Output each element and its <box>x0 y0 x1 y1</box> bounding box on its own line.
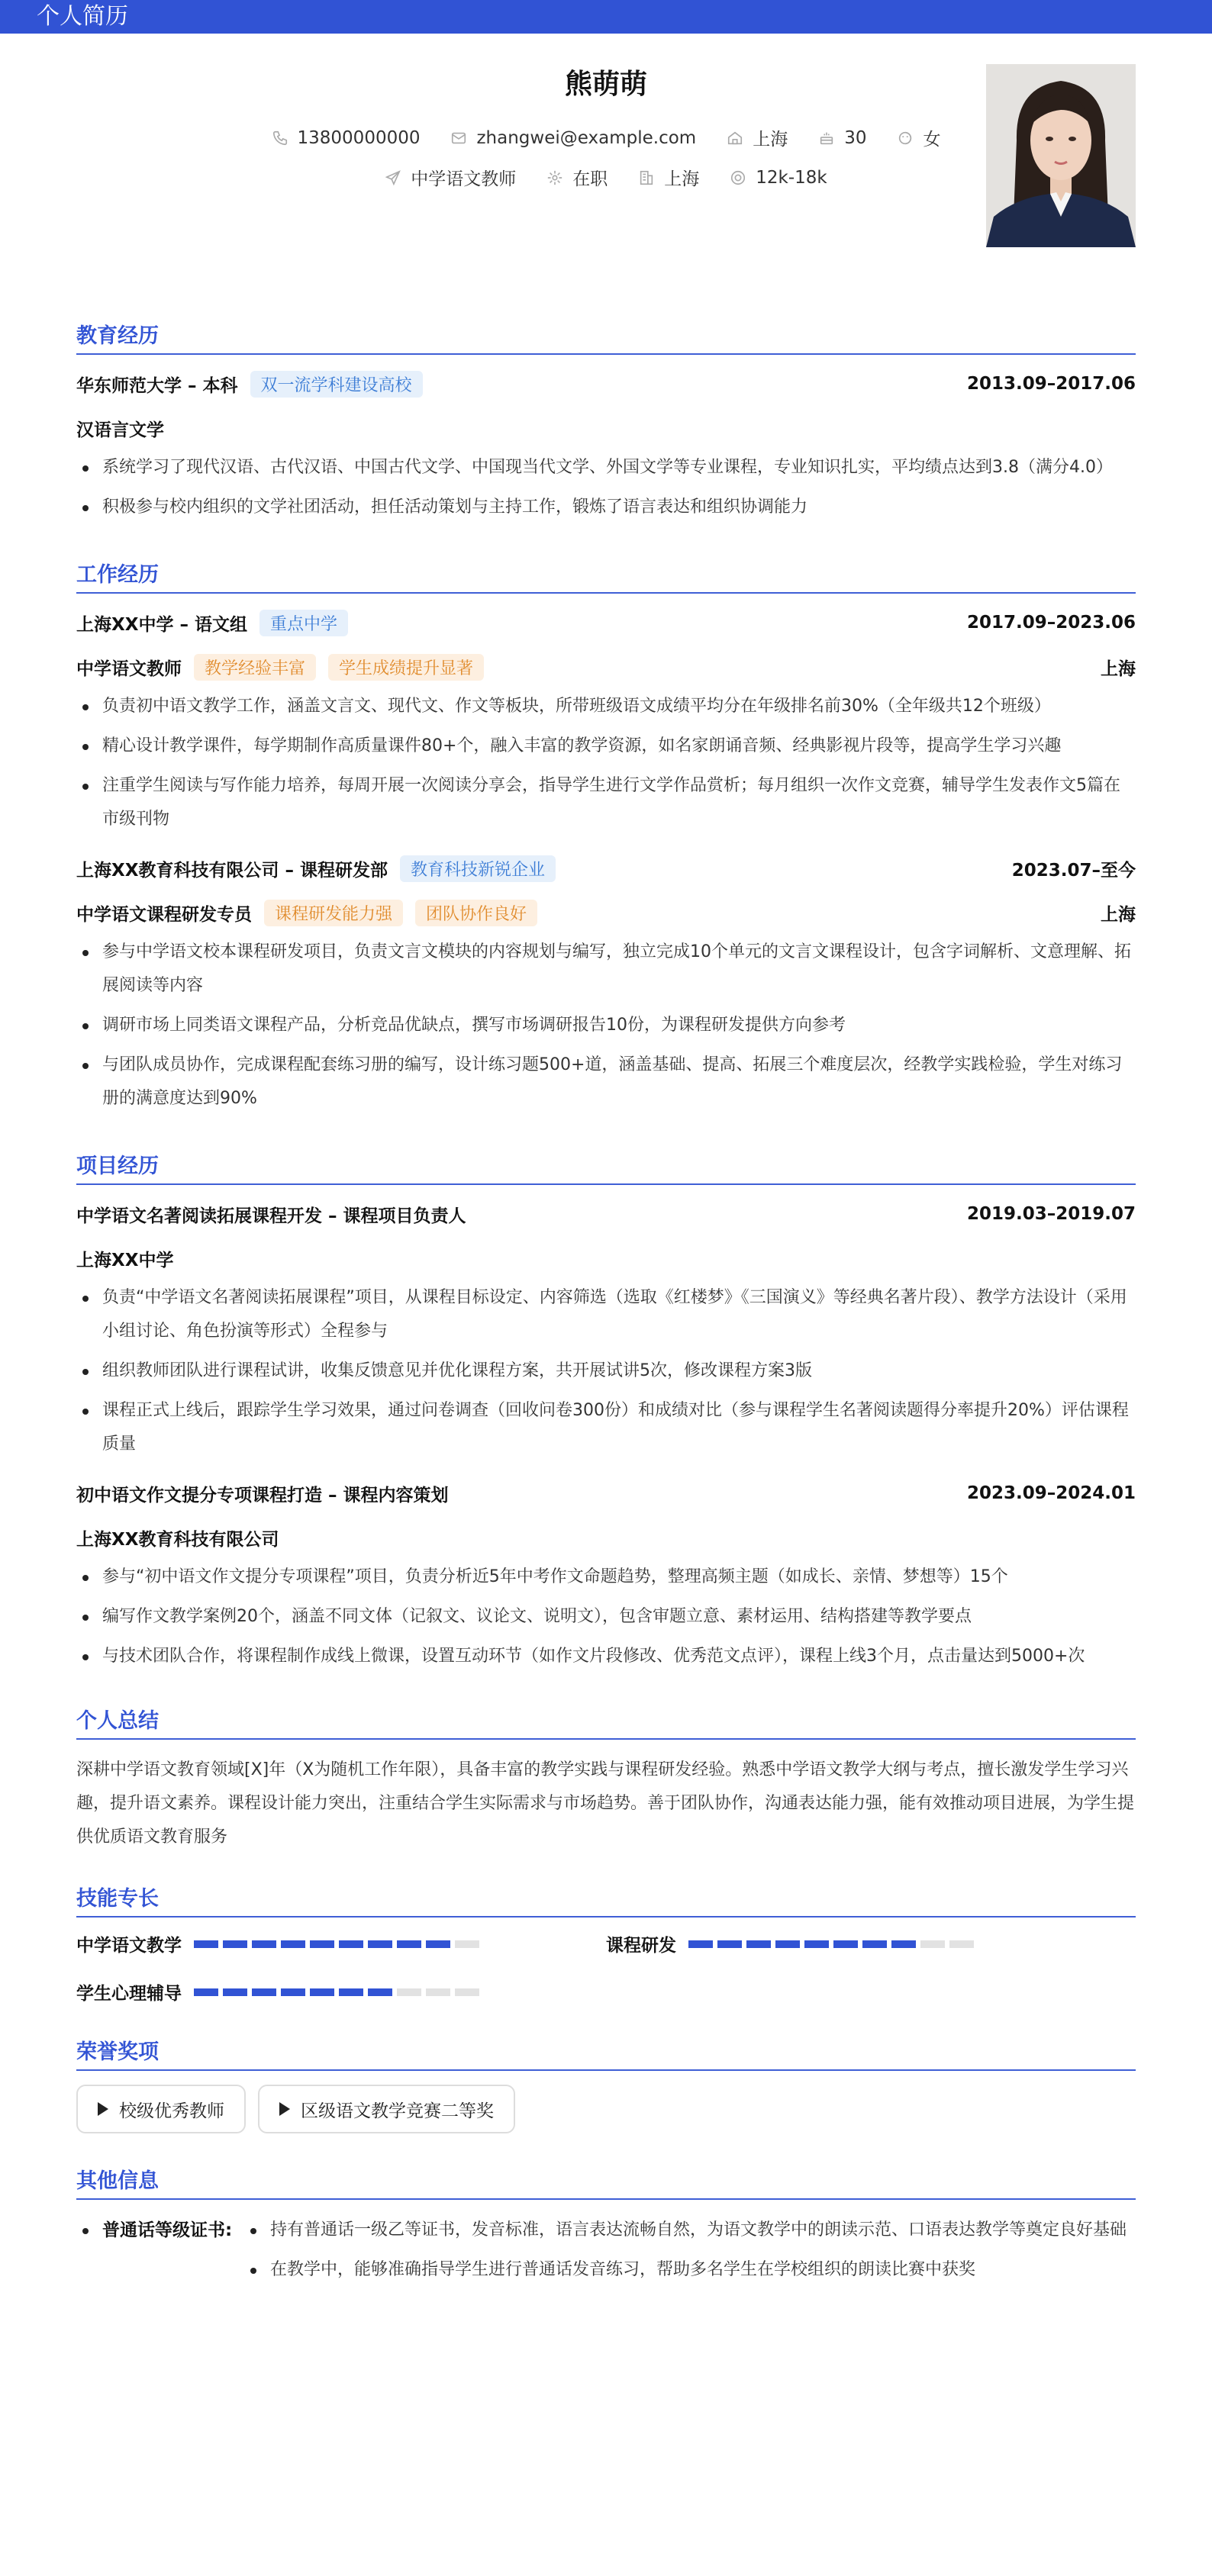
other-bullets <box>244 2214 1136 2293</box>
honor-badge <box>76 2085 246 2133</box>
status-item <box>546 165 608 190</box>
phone-item <box>272 125 421 150</box>
skill-segment-filled <box>281 1940 305 1948</box>
email-text: zhangwei@example.com <box>476 127 697 148</box>
skill-segment-filled <box>862 1940 887 1948</box>
skill-segment-empty <box>397 1988 421 1996</box>
honors-title: 荣誉奖项 <box>76 2035 1136 2071</box>
project-name: 初中语文作文提分专项课程打造 – 课程内容策划 <box>76 1485 449 1505</box>
phone-icon <box>272 130 288 147</box>
major-row <box>76 413 1136 443</box>
summary-section <box>76 1704 1136 1854</box>
gender-item <box>897 125 940 150</box>
education-entry-head <box>76 369 1136 399</box>
play-icon <box>279 2102 290 2116</box>
candidate-name: 熊萌萌 <box>564 69 647 100</box>
projects-section <box>76 1149 1136 1673</box>
honors-section <box>76 2035 1136 2133</box>
role-tag: 团队协作良好 <box>415 900 537 926</box>
location-item <box>727 125 788 150</box>
target-city-item <box>638 165 699 190</box>
send-icon <box>385 169 401 186</box>
mail-icon <box>450 130 467 147</box>
salary-item <box>730 165 827 190</box>
skill-name: 中学语文教学 <box>76 1936 182 1956</box>
skill-segment-filled <box>833 1940 858 1948</box>
list-item: 系统学习了现代汉语、古代汉语、中国古代文学、中国现当代文学、外国文学等专业课程，专业知识扎实，平均绩点达到3.8（满分4.0） <box>76 451 1136 485</box>
skill-segment-filled <box>426 1940 450 1948</box>
skill-segment-filled <box>310 1988 334 1996</box>
play-icon <box>98 2102 108 2116</box>
work-title: 工作经历 <box>76 558 1136 594</box>
skill-segment-empty <box>455 1988 479 1996</box>
projects-title: 项目经历 <box>76 1149 1136 1185</box>
skill-level-bar <box>194 1940 479 1948</box>
skill-segment-filled <box>891 1940 916 1948</box>
project-entry-head <box>76 1478 1136 1509</box>
skill-segment-empty <box>455 1940 479 1948</box>
skill-level-bar <box>688 1940 974 1948</box>
role-row <box>76 897 1136 928</box>
email-item <box>450 125 696 150</box>
other-section <box>76 2164 1136 2293</box>
project-date: 2019.03–2019.07 <box>966 1204 1136 1224</box>
list-item: 参与“初中语文作文提分专项课程”项目，负责分析近5年中考作文命题趋势，整理高频主题（如成长、亲情、梦想等）15个 <box>76 1560 1136 1594</box>
skill-segment-filled <box>717 1940 742 1948</box>
page-title: 个人简历 <box>37 3 128 30</box>
education-date: 2013.09–2017.06 <box>966 374 1136 394</box>
work-city: 上海 <box>1101 658 1136 679</box>
role-tag: 课程研发能力强 <box>264 900 403 926</box>
skill-segment-empty <box>949 1940 974 1948</box>
skill-level-bar <box>194 1988 479 1996</box>
skill-segment-filled <box>194 1988 218 1996</box>
skills-grid <box>76 1931 1136 2004</box>
list-item: 参与中学语文校本课程研发项目，负责文言文模块的内容规划与编写，独立完成10个单元的文言文课程设计，包含字词解析、文意理解、拓展阅读等内容 <box>76 935 1136 1003</box>
work-bullets <box>76 690 1136 836</box>
project-entry-head <box>76 1199 1136 1229</box>
list-item: 在教学中，能够准确指导学生进行普通话发音练习，帮助多名学生在学校组织的朗读比赛中获奖 <box>244 2253 1136 2287</box>
honor-text: 校级优秀教师 <box>119 2101 224 2121</box>
profile-photo <box>986 64 1136 247</box>
work-entry <box>76 853 1136 1116</box>
list-item: 调研市场上同类语文课程产品，分析竞品优缺点，撰写市场调研报告10份，为课程研发提供方向参考 <box>76 1009 1136 1042</box>
skill-segment-filled <box>223 1940 247 1948</box>
profile-header <box>76 34 1136 285</box>
role-tag: 教学经验丰富 <box>194 654 316 681</box>
role-tag: 学生成绩提升显著 <box>328 654 484 681</box>
list-item: 负责初中语文教学工作，涵盖文言文、现代文、作文等板块，所带班级语文成绩平均分在年级排名前30%（全年级共12个班级） <box>76 690 1136 723</box>
contact-row <box>76 125 1136 150</box>
list-item: 持有普通话一级乙等证书，发音标准，语言表达流畅自然，为语文教学中的朗读示范、口语表达教学等奠定良好基础 <box>244 2214 1136 2247</box>
list-item: 负责“中学语文名著阅读拓展课程”项目，从课程目标设定、内容筛选（选取《红楼梦》《三国演义》等经典名著片段）、教学方法设计（采用小组讨论、角色扮演等形式）全程参与 <box>76 1281 1136 1348</box>
project-date: 2023.09–2024.01 <box>966 1483 1136 1503</box>
work-date: 2017.09–2023.06 <box>966 613 1136 633</box>
portrait-image <box>986 64 1136 247</box>
list-item: 精心设计教学课件，每学期制作高质量课件80+个，融入丰富的教学资源，如名家朗诵音频、经典影视片段等，提高学生学习兴趣 <box>76 729 1136 763</box>
role-row <box>76 652 1136 682</box>
skill-segment-filled <box>223 1988 247 1996</box>
work-section <box>76 558 1136 1116</box>
cake-icon <box>818 130 835 147</box>
skills-section <box>76 1882 1136 2004</box>
gender-text: 女 <box>923 130 941 150</box>
project-org-row <box>76 1522 1136 1553</box>
skill-name: 学生心理辅导 <box>76 1984 182 2004</box>
skill-segment-filled <box>310 1940 334 1948</box>
honor-badge <box>258 2085 515 2133</box>
skill-segment-filled <box>368 1988 392 1996</box>
project-bullets <box>76 1281 1136 1461</box>
education-bullets <box>76 451 1136 524</box>
building-icon <box>638 169 655 186</box>
education-title: 教育经历 <box>76 319 1136 355</box>
list-item: 编写作文教学案例20个，涵盖不同文体（记叙文、议论文、说明文），包含审题立意、素材运用、结构搭建等教学要点 <box>76 1600 1136 1634</box>
skill-name: 课程研发 <box>606 1936 676 1956</box>
skill-segment-filled <box>746 1940 771 1948</box>
skill-segment-filled <box>804 1940 829 1948</box>
summary-text: 深耕中学语文教育领域[X]年（X为随机工作年限），具备丰富的教学实践与课程研发经验。熟悉中学语文教学大纲与考点，擅长激发学生学习兴趣，提升语文素养。课程设计能力突出，注重结合学生实际需求与市场趋势。善于团队协作，沟通表达能力强，能有效推动项目进展，为学生提供优质语文教育服务 <box>76 1760 1135 1847</box>
list-item: 组织教师团队进行课程试讲，收集反馈意见并优化课程方案，共开展试讲5次，修改课程方案3版 <box>76 1354 1136 1388</box>
school-name: 华东师范大学 – 本科 <box>76 375 238 396</box>
target-job-item <box>385 165 516 190</box>
honors-list <box>76 2085 1136 2133</box>
gear-icon <box>546 169 563 186</box>
work-date: 2023.07–至今 <box>1011 860 1136 881</box>
job-intent-row <box>76 165 1136 190</box>
list-item: 注重学生阅读与写作能力培养，每周开展一次阅读分享会，指导学生进行文学作品赏析；每月组织一次作文竞赛，辅导学生发表作文5篇在市级刊物 <box>76 769 1136 836</box>
work-entry <box>76 607 1136 836</box>
skill-segment-filled <box>397 1940 421 1948</box>
skill-segment-empty <box>426 1988 450 1996</box>
summary-title: 个人总结 <box>76 1704 1136 1740</box>
skill-segment-filled <box>368 1940 392 1948</box>
skill-segment-filled <box>194 1940 218 1948</box>
project-entry <box>76 1199 1136 1461</box>
list-item: 与技术团队合作，将课程制作成线上微课，设置互动环节（如作文片段修改、优秀范文点评），课程上线3个月，点击量达到5000+次 <box>76 1640 1136 1673</box>
honor-text: 区级语文教学竞赛二等奖 <box>301 2101 494 2121</box>
company-name: 上海XX中学 – 语文组 <box>76 614 247 635</box>
skill-segment-filled <box>775 1940 800 1948</box>
list-item: 积极参与校内组织的文学社团活动，担任活动策划与主持工作，锻炼了语言表达和组织协调能力 <box>76 491 1136 524</box>
role-name: 中学语文课程研发专员 <box>76 904 252 925</box>
project-org-row <box>76 1243 1136 1274</box>
list-item: 与团队成员协作，完成课程配套练习册的编写，设计练习题500+道，涵盖基础、提高、拓展三个难度层次，经教学实践检验，学生对练习册的满意度达到90% <box>76 1048 1136 1116</box>
skill-segment-filled <box>339 1940 363 1948</box>
skill-segment-filled <box>252 1988 276 1996</box>
other-label: 普通话等级证书: <box>76 2214 244 2293</box>
skill-item <box>76 1931 606 1956</box>
skill-item <box>76 1979 606 2004</box>
location-text: 上海 <box>753 130 788 150</box>
school-tag: 双一流学科建设高校 <box>250 371 423 398</box>
skill-segment-filled <box>339 1988 363 1996</box>
skills-title: 技能专长 <box>76 1882 1136 1918</box>
skill-segment-filled <box>281 1988 305 1996</box>
company-name: 上海XX教育科技有限公司 – 课程研发部 <box>76 860 388 881</box>
salary-text: 12k-18k <box>756 167 827 188</box>
coin-icon <box>730 169 746 186</box>
company-tag: 教育科技新锐企业 <box>400 855 556 882</box>
project-entry <box>76 1478 1136 1673</box>
work-city: 上海 <box>1101 904 1136 925</box>
role-name: 中学语文教师 <box>76 658 182 679</box>
skill-segment-filled <box>688 1940 713 1948</box>
project-name: 中学语文名著阅读拓展课程开发 – 课程项目负责人 <box>76 1206 466 1226</box>
education-section <box>76 319 1136 524</box>
resume-content <box>0 34 1212 2293</box>
skill-segment-empty <box>920 1940 945 1948</box>
project-org: 上海XX中学 <box>76 1250 174 1270</box>
project-org: 上海XX教育科技有限公司 <box>76 1529 279 1550</box>
other-row <box>76 2214 1136 2293</box>
age-text: 30 <box>844 127 867 148</box>
company-tag: 重点中学 <box>259 610 348 636</box>
age-item <box>818 125 866 150</box>
target-city-text: 上海 <box>664 169 700 189</box>
work-entry-head <box>76 853 1136 884</box>
skill-item <box>606 1931 1136 1956</box>
target-job-text: 中学语文教师 <box>411 169 517 189</box>
list-item: 课程正式上线后，跟踪学生学习效果，通过问卷调查（回收问卷300份）和成绩对比（参与课程学生名著阅读题得分率提升20%）评估课程质量 <box>76 1394 1136 1461</box>
phone-text: 13800000000 <box>297 127 421 148</box>
status-text: 在职 <box>572 169 608 189</box>
major-name: 汉语言文学 <box>76 420 164 440</box>
work-bullets <box>76 935 1136 1116</box>
other-title: 其他信息 <box>76 2164 1136 2200</box>
project-bullets <box>76 1560 1136 1673</box>
home-icon <box>727 130 743 147</box>
work-entry-head <box>76 607 1136 638</box>
page-title-bar <box>0 0 1212 34</box>
skill-segment-filled <box>252 1940 276 1948</box>
gender-icon <box>897 130 914 147</box>
